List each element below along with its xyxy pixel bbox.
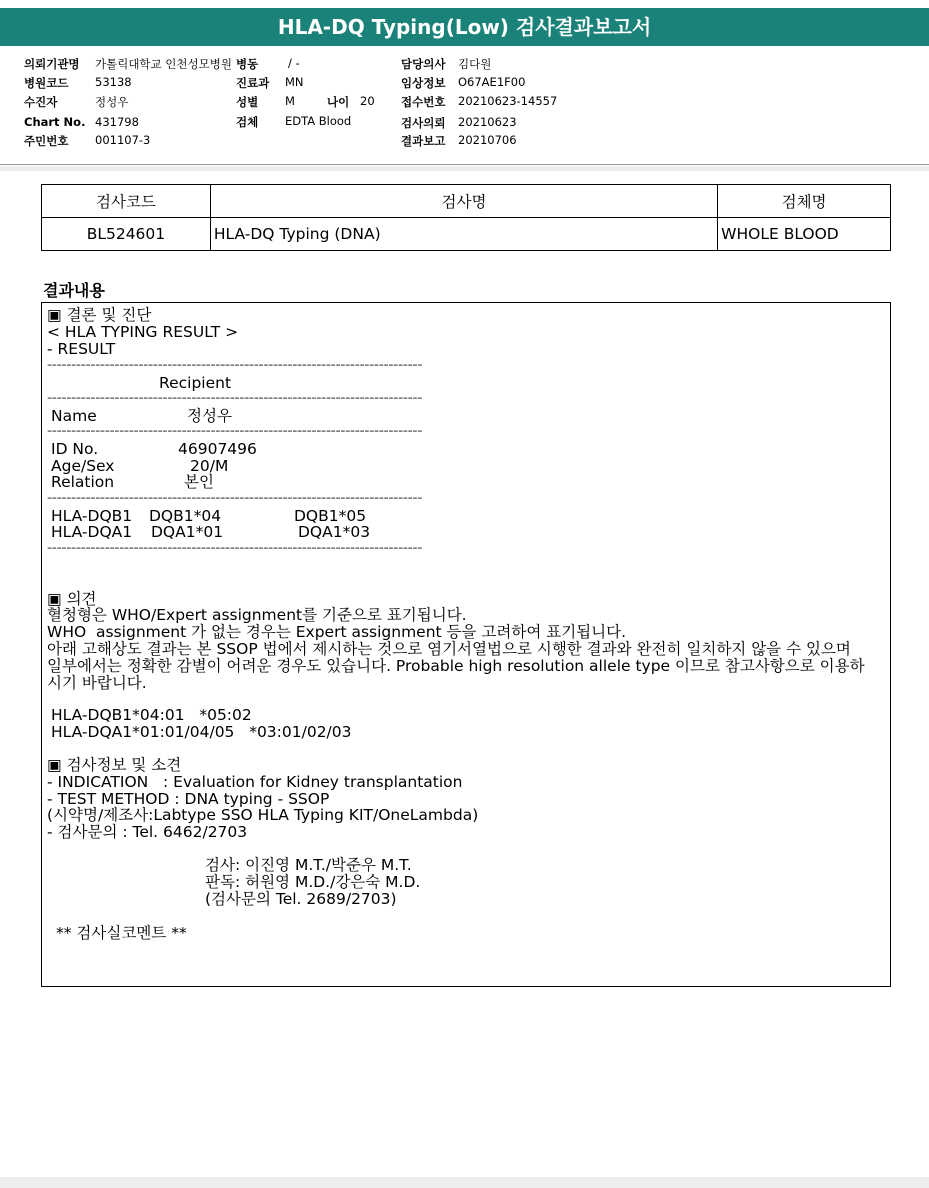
opinion-line: 혈청형은 WHO/Expert assignment를 기준으로 표기됩니다. [47,606,467,624]
opinion-line: 시기 바랍니다. [47,674,147,692]
dashed-divider: ------------------------------------------------------------------------------ [47,491,422,504]
table-row [42,218,891,251]
agesex-value: 20/M [190,457,229,475]
test-name-cell: HLA-DQ Typing (DNA) [210,218,717,251]
column-header: 검사명 [210,185,717,218]
indication-line: - INDICATION : Evaluation for Kidney transplantation [47,773,463,791]
patient-info-block [0,46,929,165]
opinion-line: 아래 고해상도 결과는 본 SSOP 법에서 제시하는 것으로 염기서열법으로 시행한 결과와 완전히 일치하지 않을 수 있으며 [47,640,851,658]
dqa1-allele-1: DQA1*01 [151,523,224,541]
result-label: - RESULT [47,340,116,358]
sex-value: M [285,94,295,108]
tester-line: 검사: 이진영 M.T./박준우 M.T. [205,856,412,874]
hospital-code-value: 53138 [95,75,132,89]
doctor-value: 김다원 [458,57,492,71]
hr-dqb1: HLA-DQB1*04:01 *05:02 [51,706,252,724]
hla-typing-result-title: < HLA TYPING RESULT > [47,323,239,341]
opinion-header: ▣ 의견 [47,590,97,608]
specimen-value: EDTA Blood [285,114,352,128]
receipt-label: 접수번호 [401,95,446,109]
ward-label: 병동 [236,57,259,71]
conclusion-header: ▣ 결론 및 진단 [47,306,152,324]
column-header: 검사코드 [42,185,211,218]
hospital-code-label: 병원코드 [24,76,69,90]
result-section-title: 결과내용 [43,281,105,300]
result-content-box [41,302,891,987]
chart-label: Chart No. [24,115,86,129]
table-header-row [42,185,891,218]
agesex-label: Age/Sex [51,457,115,475]
chart-value: 431798 [95,115,139,129]
hr-dqa1: HLA-DQA1*01:01/04/05 *03:01/02/03 [51,723,352,741]
institution-value: 가톨릭대학교 인천성모병원 [95,57,232,71]
report-date-label: 결과보고 [401,134,446,148]
patient-label: 수진자 [24,95,58,109]
specimen-name-cell: WHOLE BLOOD [718,218,891,251]
age-value: 20 [360,94,375,108]
dqb1-allele-2: DQB1*05 [294,507,367,525]
name-value: 정성우 [187,407,232,425]
inquiry2-line: (검사문의 Tel. 2689/2703) [205,890,397,908]
dashed-divider: ------------------------------------------------------------------------------ [47,541,422,554]
id-label: ID No. [51,440,99,458]
lab-comment-header: ** 검사실코멘트 ** [56,924,187,942]
testinfo-header: ▣ 검사정보 및 소견 [47,756,182,774]
patient-value: 정성우 [95,95,129,109]
report-date-value: 20210706 [458,133,517,147]
rrn-value: 001107-3 [95,133,151,147]
footer-strip [0,1177,929,1188]
dqa1-label: HLA-DQA1 [51,523,133,541]
dqb1-allele-1: DQB1*04 [149,507,222,525]
dqb1-label: HLA-DQB1 [51,507,133,525]
request-label: 검사의뢰 [401,116,446,130]
method-line: - TEST METHOD : DNA typing - SSOP [47,790,330,808]
doctor-label: 담당의사 [401,57,446,71]
relation-value: 본인 [184,473,214,491]
request-value: 20210623 [458,115,517,129]
clinical-value: O67AE1F00 [458,75,526,89]
column-header: 검체명 [718,185,891,218]
specimen-label: 검체 [236,115,259,129]
receipt-value: 20210623-14557 [458,94,558,108]
inquiry-line: - 검사문의 : Tel. 6462/2703 [47,823,248,841]
divider-strip [0,166,929,171]
dashed-divider: ------------------------------------------------------------------------------ [47,424,422,437]
ward-value: / - [288,56,300,70]
test-code-cell: BL524601 [42,218,211,251]
sex-label: 성별 [236,95,259,109]
id-value: 46907496 [178,440,257,458]
dept-label: 진료과 [236,76,270,90]
age-label: 나이 [327,95,350,109]
test-table [41,184,891,251]
opinion-line: WHO assignment 가 없는 경우는 Expert assignment 등을 고려하여 표기됩니다. [47,623,627,641]
dept-value: MN [285,75,304,89]
clinical-label: 임상정보 [401,76,446,90]
relation-label: Relation [51,473,115,491]
dqa1-allele-2: DQA1*03 [298,523,371,541]
opinion-line: 일부에서는 정확한 감별이 어려운 경우도 있습니다. Probable high resolution allele type 이므로 참고사항으로 이용하 [47,657,865,675]
reagent-line: (시약명/제조사:Labtype SSO HLA Typing KIT/OneLambda) [47,806,479,824]
name-label: Name [51,407,97,425]
dashed-divider: ------------------------------------------------------------------------------ [47,391,422,404]
rrn-label: 주민번호 [24,134,69,148]
recipient-header: Recipient [159,374,232,392]
dashed-divider: ------------------------------------------------------------------------------ [47,358,422,371]
report-title: HLA-DQ Typing(Low) 검사결과보고서 [0,8,929,46]
institution-label: 의뢰기관명 [24,57,80,71]
reader-line: 판독: 허원영 M.D./강은숙 M.D. [205,873,421,891]
